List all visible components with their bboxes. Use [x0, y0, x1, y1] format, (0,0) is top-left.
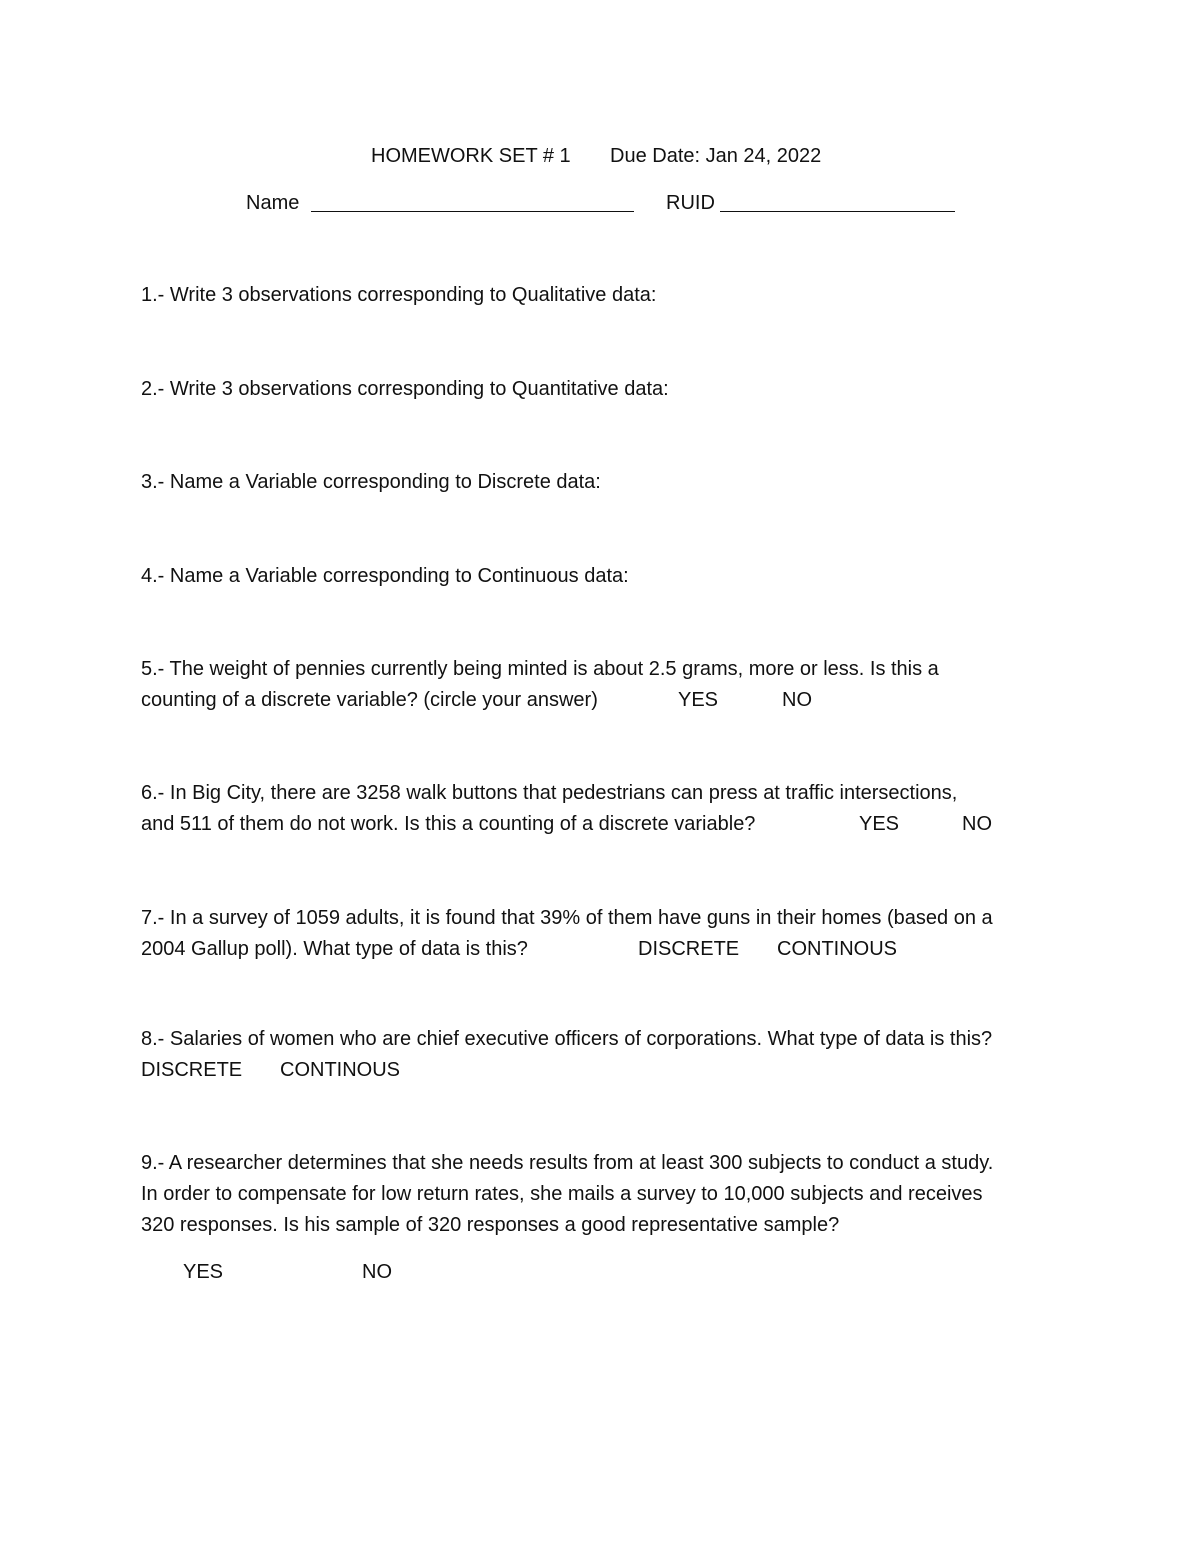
question-5-line-1: 5.- The weight of pennies currently being minted is about 2.5 grams, more or less. Is this a — [141, 658, 939, 680]
question-5-option-no[interactable]: NO — [782, 689, 812, 711]
question-5-option-yes[interactable]: YES — [678, 689, 719, 711]
ruid-blank-line[interactable] — [720, 193, 955, 212]
question-9-option-yes[interactable]: YES — [183, 1261, 224, 1283]
question-9-line-2: In order to compensate for low return rates, she mails a survey to 10,000 subjects and receives — [141, 1183, 983, 1205]
question-3-text: 3.- Name a Variable corresponding to Discrete data: — [141, 471, 601, 493]
question-1 — [141, 280, 1071, 311]
question-5 — [141, 654, 1071, 716]
question-8 — [141, 1024, 1071, 1081]
question-7-line-1: 7.- In a survey of 1059 adults, it is found that 39% of them have guns in their homes (based on a — [141, 907, 993, 929]
question-7-option-continous[interactable]: CONTINOUS — [777, 938, 897, 960]
name-label: Name — [246, 192, 300, 214]
question-2 — [141, 374, 1071, 405]
question-6-option-yes[interactable]: YES — [859, 813, 900, 835]
question-3 — [141, 467, 1071, 498]
name-blank-line[interactable] — [311, 193, 634, 212]
question-6-option-no[interactable]: NO — [962, 813, 992, 835]
question-6 — [141, 778, 1071, 840]
question-7-option-discrete[interactable]: DISCRETE — [638, 938, 740, 960]
question-2-text: 2.- Write 3 observations corresponding to Quantitative data: — [141, 378, 669, 400]
ruid-label: RUID — [666, 192, 715, 214]
question-8-text: 8.- Salaries of women who are chief executive officers of corporations. What type of data is this? — [141, 1028, 993, 1050]
question-8-option-continous[interactable]: CONTINOUS — [280, 1059, 400, 1081]
homework-title: HOMEWORK SET # 1 — [371, 145, 571, 167]
question-4-text: 4.- Name a Variable corresponding to Continuous data: — [141, 565, 629, 587]
question-9-line-3: 320 responses. Is his sample of 320 responses a good representative sample? — [141, 1214, 840, 1236]
question-5-line-2: counting of a discrete variable? (circle your answer) — [141, 689, 598, 711]
question-9-option-no[interactable]: NO — [362, 1261, 392, 1283]
question-7 — [141, 903, 1071, 965]
question-9 — [141, 1148, 1071, 1283]
due-date: Due Date: Jan 24, 2022 — [610, 145, 822, 167]
question-7-line-2: 2004 Gallup poll). What type of data is this? — [141, 938, 528, 960]
question-1-text: 1.- Write 3 observations corresponding to Qualitative data: — [141, 284, 657, 306]
question-8-option-discrete[interactable]: DISCRETE — [141, 1059, 243, 1081]
question-6-line-2: and 511 of them do not work. Is this a counting of a discrete variable? — [141, 813, 756, 835]
question-4 — [141, 561, 1071, 592]
question-6-line-1: 6.- In Big City, there are 3258 walk buttons that pedestrians can press at traffic intersections, — [141, 782, 958, 804]
question-9-line-1: 9.- A researcher determines that she needs results from at least 300 subjects to conduct a study. — [141, 1152, 994, 1174]
